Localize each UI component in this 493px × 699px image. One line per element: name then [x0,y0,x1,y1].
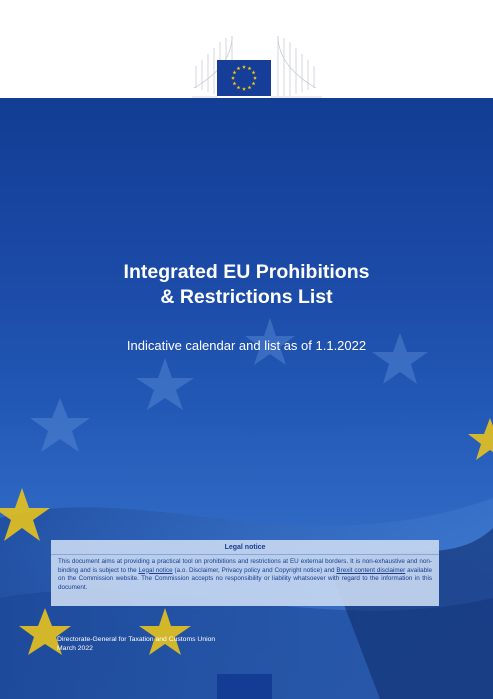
brexit-disclaimer-link[interactable]: Brexit content disclaimer [336,566,406,574]
legal-notice-text-1: This document aims at providing a practical tool on prohibitions and restrictions at EU external borders. It is non-exhaustive and non-binding and is subject to the [58,558,432,574]
legal-notice-box [51,540,439,606]
legal-notice-body [58,558,432,592]
cover-background [0,98,493,699]
legal-notice-title: Legal notice [51,542,439,555]
bottom-tab-decoration [217,674,272,699]
header [0,0,493,98]
publisher-info [57,635,215,653]
document-title [0,260,493,310]
title-line-1: Integrated EU Prohibitions [123,261,370,283]
eu-flag-icon [217,60,271,96]
publication-date: March 2022 [57,645,93,652]
legal-notice-link[interactable]: Legal notice [138,566,173,574]
title-line-2: & Restrictions List [160,286,333,308]
document-subtitle: Indicative calendar and list as of 1.1.2022 [126,338,367,353]
eu-flag-waves-graphic [0,98,493,699]
directorate-name: Directorate-General for Taxation and Customs Union [57,636,216,643]
legal-notice-text-2: (a.o. Disclaimer, Privacy policy and Copyright notice) and [172,566,337,574]
legal-notice-text-3: available on the Commission website. The Commission accepts no responsibility or liability whatsoever with regard to the information in this document. [58,566,432,591]
